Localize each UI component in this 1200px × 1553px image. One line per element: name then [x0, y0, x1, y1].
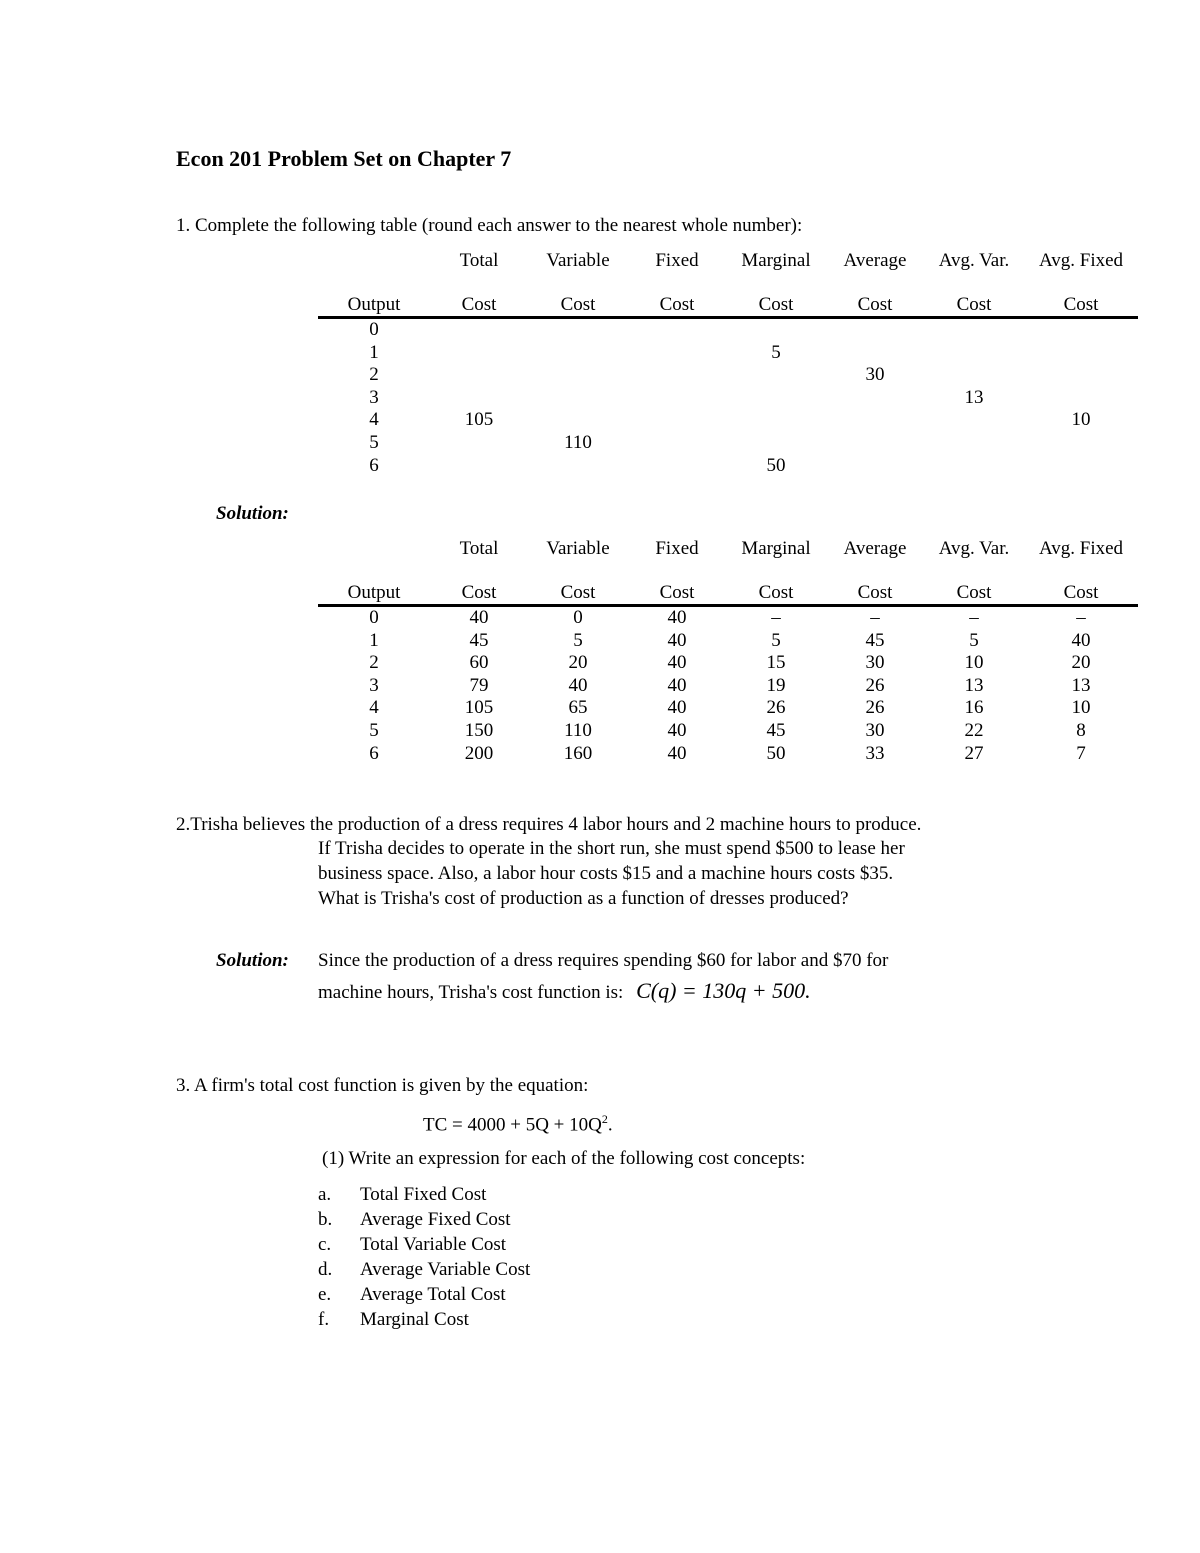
table-cell [726, 318, 826, 342]
table-cell: 40 [667, 652, 687, 674]
list-item-letter: b. [318, 1209, 333, 1230]
table-cell: 5 [771, 341, 781, 363]
table-row [318, 387, 1138, 410]
table-cell [726, 409, 826, 432]
list-item-letter: f. [318, 1309, 330, 1330]
table-cell: 15 [766, 652, 786, 674]
table-cell [826, 342, 924, 365]
table-cell: 20 [568, 652, 588, 674]
question-2-solution-line-2 [318, 978, 811, 1004]
table-cell [826, 409, 924, 432]
table-cell: 26 [865, 697, 885, 719]
table-cell: – [1076, 607, 1086, 628]
table-cell: 45 [469, 629, 489, 651]
total-cost-equation: TC = $4000 + 5Q + 10Q^2$. [423, 1112, 613, 1136]
table-cell: 22 [964, 719, 984, 741]
table-cell [430, 342, 528, 365]
table-cell [430, 455, 528, 478]
cost-function-formula: C(q) = 130q + 500. [636, 978, 811, 1003]
table-cell [628, 409, 726, 432]
table-cell [528, 364, 628, 387]
table-cell [628, 432, 726, 455]
question-1-solution-label: Solution: [216, 503, 289, 524]
table-cell: – [969, 607, 979, 628]
table-cell: 20 [1071, 652, 1091, 674]
problem-cost-table [318, 250, 1138, 477]
table-cell [628, 342, 726, 365]
table-cell [628, 318, 726, 342]
table-cell [826, 318, 924, 342]
table-cell: 4 [369, 409, 379, 431]
table-cell: 150 [464, 719, 494, 741]
table-cell: 65 [568, 697, 588, 719]
table-cell: – [870, 607, 880, 628]
table-row [318, 652, 1138, 675]
table-cell: 79 [469, 674, 489, 696]
table-cell: 5 [969, 629, 979, 651]
list-item-letter: d. [318, 1259, 333, 1280]
column-header: Avg. Var. Cost [924, 538, 1024, 606]
table-cell [1024, 318, 1138, 342]
table-cell: 13 [964, 386, 984, 408]
table-cell: 7 [1076, 742, 1086, 764]
table-cell: 16 [964, 697, 984, 719]
table-cell: 40 [469, 607, 489, 628]
table-cell: 3 [369, 386, 379, 408]
table-cell: 40 [667, 674, 687, 696]
column-header: Fixed Cost [628, 538, 726, 606]
table-cell: 5 [369, 431, 379, 453]
table-cell: 4 [369, 697, 379, 719]
table-cell: 110 [564, 719, 592, 741]
column-header: Total Cost [430, 538, 528, 606]
column-header: Output [318, 250, 430, 318]
table-cell: 33 [865, 742, 885, 764]
table-cell [628, 387, 726, 410]
table-cell [628, 364, 726, 387]
table-cell [726, 364, 826, 387]
table-cell: 40 [667, 629, 687, 651]
question-2-line-2: If Trisha decides to operate in the short run, she must spend $500 to lease her [318, 838, 905, 859]
table-row [318, 675, 1138, 698]
table-cell: 13 [964, 674, 984, 696]
table-row [318, 342, 1138, 365]
table-cell: 30 [865, 364, 885, 386]
table-cell: 0 [573, 607, 583, 628]
table-cell: 10 [1071, 697, 1091, 719]
table-cell [528, 318, 628, 342]
table-cell [430, 387, 528, 410]
table-cell: 5 [771, 629, 781, 651]
table-cell: 105 [464, 409, 494, 431]
table-cell: 6 [369, 742, 379, 764]
column-header: Variable Cost [528, 250, 628, 318]
table-cell: 40 [667, 719, 687, 741]
table-cell: 27 [964, 742, 984, 764]
question-3-subpart-1: (1) Write an expression for each of the following cost concepts: [322, 1148, 806, 1169]
table-cell: 1 [369, 341, 379, 363]
table-cell [528, 387, 628, 410]
table-cell: 10 [1071, 409, 1091, 431]
table-cell [1024, 387, 1138, 410]
table-cell [924, 318, 1024, 342]
table-cell: 26 [766, 697, 786, 719]
table-cell: 60 [469, 652, 489, 674]
table-row [318, 364, 1138, 387]
table-cell: 50 [766, 742, 786, 764]
list-item: Marginal Cost [360, 1309, 469, 1330]
table-cell: 0 [369, 607, 379, 628]
question-2-line-4: What is Trisha's cost of production as a function of dresses produced? [318, 888, 849, 909]
table-cell [430, 432, 528, 455]
column-header: Variable Cost [528, 538, 628, 606]
table-cell [826, 455, 924, 478]
list-item: Total Fixed Cost [360, 1184, 487, 1205]
table-cell: 105 [464, 697, 494, 719]
question-3-prompt: 3. A firm's total cost function is given by the equation: [176, 1075, 589, 1096]
list-item-letter: c. [318, 1234, 332, 1255]
question-2-solution-line-1: Since the production of a dress requires spending $60 for labor and $70 for [318, 950, 889, 971]
table-cell: 45 [865, 629, 885, 651]
table-cell [430, 364, 528, 387]
table-cell: 200 [464, 742, 494, 764]
table-cell: 19 [766, 674, 786, 696]
table-cell: 40 [667, 607, 687, 628]
column-header: Fixed Cost [628, 250, 726, 318]
table-cell: 5 [573, 629, 583, 651]
table-cell: 13 [1071, 674, 1091, 696]
table-cell [628, 455, 726, 478]
table-cell: 2 [369, 364, 379, 386]
table-cell [528, 342, 628, 365]
table-cell [1024, 364, 1138, 387]
table-cell [924, 342, 1024, 365]
list-item: Average Total Cost [360, 1284, 506, 1305]
table-cell: 160 [563, 742, 593, 764]
question-2-line-3: business space. Also, a labor hour costs $15 and a machine hours costs $35. [318, 863, 894, 884]
question-1-prompt: 1. Complete the following table (round each answer to the nearest whole number): [176, 215, 803, 236]
table-cell: 5 [369, 719, 379, 741]
table-cell: 45 [766, 719, 786, 741]
column-header: Avg. Fixed Cost [1024, 250, 1138, 318]
table-cell [924, 409, 1024, 432]
list-item: Total Variable Cost [360, 1234, 507, 1255]
question-2-line-1: 2.Trisha believes the production of a dress requires 4 labor hours and 2 machine hours to produce. [176, 814, 922, 835]
table-cell: 1 [369, 629, 379, 651]
table-cell: 10 [964, 652, 984, 674]
column-header: Marginal Cost [726, 538, 826, 606]
table-cell: 30 [865, 652, 885, 674]
table-cell [1024, 455, 1138, 478]
question-2-solution-text: machine hours, Trisha's cost function is: [318, 982, 624, 1003]
table-cell: 3 [369, 674, 379, 696]
column-header: Average Cost [826, 538, 924, 606]
list-item: Average Variable Cost [360, 1259, 531, 1280]
list-item: Average Fixed Cost [360, 1209, 511, 1230]
question-2-solution-label: Solution: [216, 950, 289, 971]
table-cell: 8 [1076, 719, 1086, 741]
column-header: Output [318, 538, 430, 606]
table-cell [924, 432, 1024, 455]
table-row [318, 606, 1138, 630]
table-row [318, 455, 1138, 478]
table-cell: 40 [667, 742, 687, 764]
column-header: Total Cost [430, 250, 528, 318]
list-item-letter: a. [318, 1184, 332, 1205]
table-cell: 40 [568, 674, 588, 696]
table-cell: 50 [766, 454, 786, 476]
table-cell [1024, 342, 1138, 365]
table-cell: 30 [865, 719, 885, 741]
table-cell: 26 [865, 674, 885, 696]
table-cell [1024, 432, 1138, 455]
table-cell [726, 387, 826, 410]
table-cell [924, 455, 1024, 478]
table-row [318, 318, 1138, 342]
table-cell [826, 432, 924, 455]
table-row [318, 720, 1138, 743]
table-cell [528, 455, 628, 478]
page-title: Econ 201 Problem Set on Chapter 7 [176, 146, 512, 171]
list-item-letter: e. [318, 1284, 332, 1305]
table-row [318, 697, 1138, 720]
table-cell: 6 [369, 454, 379, 476]
table-cell [430, 318, 528, 342]
table-row [318, 630, 1138, 653]
column-header: Avg. Fixed Cost [1024, 538, 1138, 606]
table-cell [826, 387, 924, 410]
column-header: Avg. Var. Cost [924, 250, 1024, 318]
table-row [318, 743, 1138, 766]
table-cell [726, 432, 826, 455]
table-cell [528, 409, 628, 432]
table-row [318, 432, 1138, 455]
table-cell: – [771, 607, 781, 628]
table-row [318, 409, 1138, 432]
table-cell: 40 [1071, 629, 1091, 651]
column-header: Average Cost [826, 250, 924, 318]
column-header: Marginal Cost [726, 250, 826, 318]
table-cell: 0 [369, 319, 379, 340]
table-cell: 110 [564, 431, 592, 453]
table-cell: 2 [369, 652, 379, 674]
table-cell: 40 [667, 697, 687, 719]
table-cell [924, 364, 1024, 387]
solution-cost-table [318, 538, 1138, 765]
